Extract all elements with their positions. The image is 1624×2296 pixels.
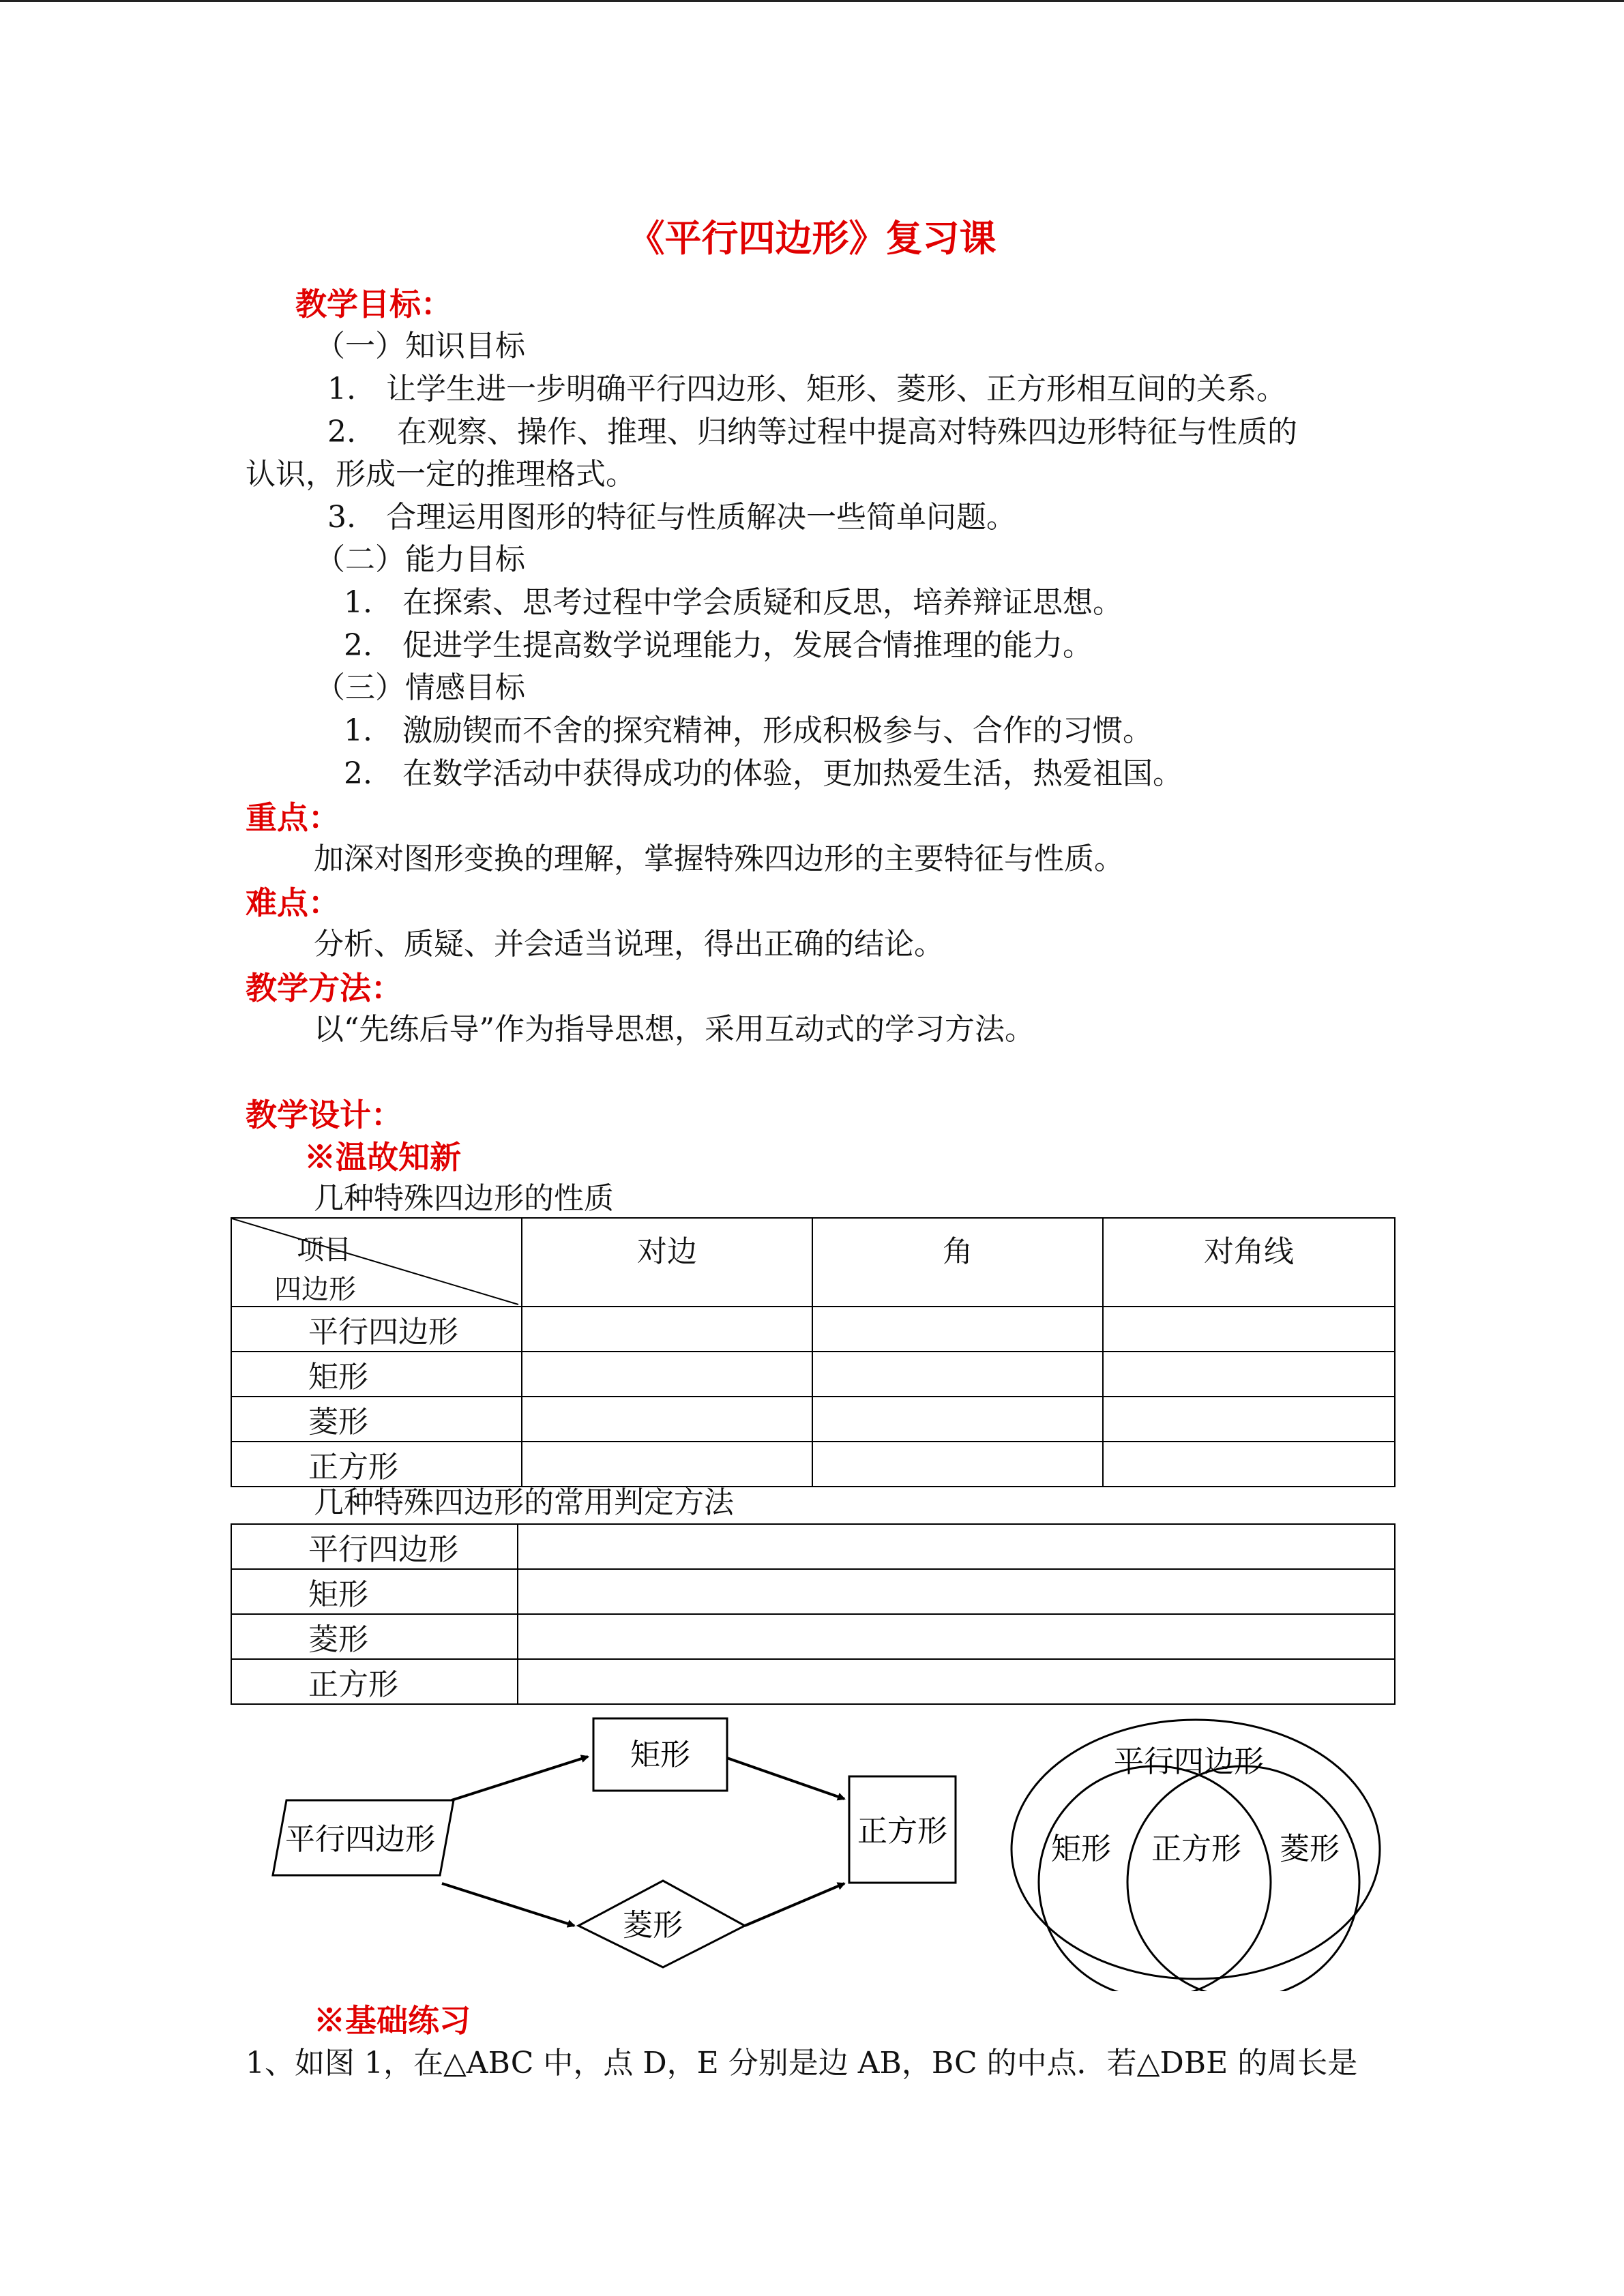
ability-item-2: 促进学生提高数学说理能力，发展合情推理的能力。 [402,628,1093,663]
knowledge-heading: （一）知识目标 [315,329,525,363]
row-label-square: 正方形 [231,1442,522,1487]
table-cell [1103,1442,1395,1487]
rectangle-label: 矩形 [630,1738,690,1772]
corner-label-item: 项目 [297,1234,351,1266]
table-cell [522,1397,812,1442]
table-cell [518,1524,1395,1569]
table-cell [812,1352,1103,1397]
corner-label-quadrilateral: 四边形 [274,1274,356,1305]
criteria-row-parallelogram: 平行四边形 [231,1524,518,1569]
table-cell [1103,1397,1395,1442]
review-heading: ※温故知新 [304,1139,461,1176]
table-cell [518,1614,1395,1659]
emotion-item-1: 激励锲而不舍的探究精神，形成积极参与、合作的习惯。 [402,713,1153,748]
row-label-rhombus: 菱形 [231,1397,522,1442]
table-cell [522,1307,812,1352]
exercise-question-1: 1、如图 1，在△ABC 中，点 D，E 分别是边 AB，BC 的中点．若△DBE 的周长是 [246,2046,1358,2081]
criteria-table [231,1523,1396,1705]
difficulty-heading: 难点： [246,884,340,921]
table-cell [1103,1352,1395,1397]
method-heading: 教学方法： [246,970,402,1007]
emotion-item-1-num: 1. [344,713,372,748]
objectives-heading: 教学目标： [295,286,452,323]
parallelogram-label: 平行四边形 [285,1822,435,1857]
square-label: 正方形 [857,1814,947,1849]
knowledge-item-2-num: 2. [327,415,356,449]
table-cell [522,1352,812,1397]
table-cell [812,1307,1103,1352]
emotion-item-2-num: 2. [344,756,372,791]
design-heading: 教学设计： [246,1097,402,1133]
relationship-flow-diagram [259,1705,982,1991]
page-top-border [0,0,1624,2]
properties-corner-cell [231,1218,522,1307]
arrow-parallelogram-to-rhombus [442,1883,574,1926]
knowledge-item-3: 合理运用图形的特征与性质解决一些简单问题。 [386,500,1016,535]
arrow-rectangle-to-square [727,1758,844,1799]
knowledge-item-2: 在观察、操作、推理、归纳等过程中提高对特殊四边形特征与性质的 [397,415,1297,449]
knowledge-item-1: 让学生进一步明确平行四边形、矩形、菱形、正方形相互间的关系。 [386,372,1286,406]
arrow-rhombus-to-square [745,1883,844,1926]
knowledge-item-1-num: 1. [327,372,356,406]
key-point-heading: 重点： [246,799,340,836]
ability-item-1: 在探索、思考过程中学会质疑和反思，培养辩证思想。 [402,585,1123,620]
criteria-row-rhombus: 菱形 [231,1614,518,1659]
venn-parallelogram-label: 平行四边形 [1114,1744,1264,1779]
column-header-diagonals: 对角线 [1103,1218,1395,1307]
page-title: 《平行四边形》复习课 [628,216,996,260]
ability-heading: （二）能力目标 [315,542,525,577]
row-label-rectangle: 矩形 [231,1352,522,1397]
key-point-text: 加深对图形变换的理解，掌握特殊四边形的主要特征与性质。 [314,841,1124,876]
table-cell [812,1397,1103,1442]
venn-square-label: 正方形 [1151,1832,1241,1866]
exercise-heading: ※基础练习 [314,2002,471,2039]
arrow-parallelogram-to-rectangle [452,1757,588,1800]
criteria-row-square: 正方形 [231,1659,518,1704]
venn-rhombus-label: 菱形 [1280,1832,1340,1866]
table-cell [812,1442,1103,1487]
properties-table [231,1217,1396,1487]
row-label-parallelogram: 平行四边形 [231,1307,522,1352]
column-header-angles: 角 [812,1218,1103,1307]
criteria-row-rectangle: 矩形 [231,1569,518,1614]
table-cell [522,1442,812,1487]
properties-table-caption: 几种特殊四边形的性质 [314,1181,614,1216]
criteria-table-caption: 几种特殊四边形的常用判定方法 [314,1485,734,1520]
emotion-item-2: 在数学活动中获得成功的体验，更加热爱生活，热爱祖国。 [402,756,1183,791]
venn-rectangle-label: 矩形 [1051,1832,1111,1866]
venn-diagram [1003,1712,1391,1991]
rhombus-label: 菱形 [623,1908,683,1943]
column-header-opposite-sides: 对边 [522,1218,812,1307]
difficulty-text: 分析、质疑、并会适当说理，得出正确的结论。 [314,927,944,961]
ability-item-2-num: 2. [344,628,372,663]
knowledge-item-3-num: 3. [327,500,356,535]
table-cell [1103,1307,1395,1352]
table-cell [518,1569,1395,1614]
table-cell [518,1659,1395,1704]
emotion-heading: （三）情感目标 [315,670,525,705]
knowledge-item-2-continuation: 认识，形成一定的推理格式。 [246,457,636,492]
method-text: 以“先练后导”作为指导思想，采用互动式的学习方法。 [314,1012,1035,1047]
ability-item-1-num: 1. [344,585,372,620]
